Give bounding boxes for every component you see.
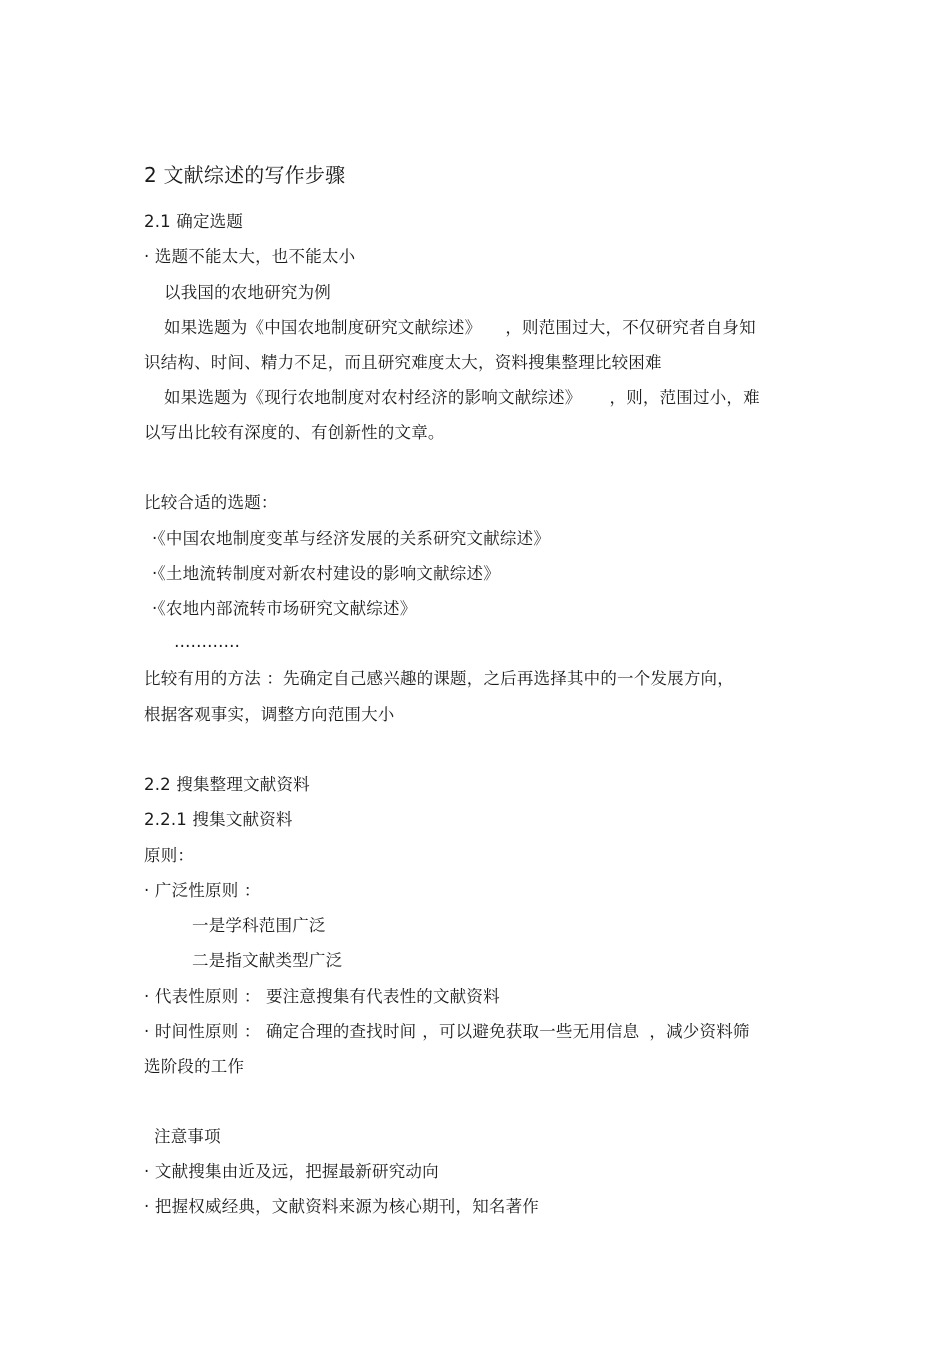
example-1-line-2: 识结构、时间、精力不足，而且研究难度太大，资料搜集整理比较困难 (144, 353, 662, 372)
principle-breadth-b: 二是指文献类型广泛 (192, 951, 343, 970)
example-2-text-a: 如果选题为《现行农地制度对农村经济的影响文献综述》 (164, 388, 582, 407)
method-line-1: 比较有用的方法 ：先确定自己感兴趣的课题，之后再选择其中的一个发展方向， (144, 669, 734, 688)
example-2-line-2: 以写出比较有深度的、有创新性的文章。 (144, 423, 445, 442)
principle-representative: · 代表性原则 ： 要注意搜集有代表性的文献资料 (144, 987, 500, 1006)
example-1-text-b: ，则范围过大，不仅研究者自身知 (505, 318, 756, 337)
principles-label: 原则： (144, 846, 195, 865)
example-1-text-a: 如果选题为《中国农地制度研究文献综述》 (164, 318, 482, 337)
principle-timeliness-text-c: ，减少资料筛 (649, 1022, 750, 1041)
principle-timeliness-line-1 (144, 1021, 750, 1043)
example-2-line-1 (164, 387, 760, 409)
ellipsis: ………… (174, 632, 240, 651)
bullet-topic-size: · 选题不能太大，也不能太小 (144, 247, 356, 266)
suitable-topic-item: ·《中国农地制度变革与经济发展的关系研究文献综述》 (152, 529, 550, 548)
note-item: · 把握权威经典，文献资料来源为核心期刊，知名著作 (144, 1197, 539, 1216)
principle-timeliness-text-b: ，可以避免获取一些无用信息 (422, 1022, 640, 1041)
example-1-line-1 (164, 317, 756, 339)
principle-breadth: · 广泛性原则 ： (144, 881, 261, 900)
subsection-title-2-2-1: 2.2.1 搜集文献资料 (144, 810, 293, 829)
notes-title: 注意事项 (154, 1127, 221, 1146)
principle-breadth-a: 一是学科范围广泛 (192, 916, 326, 935)
method-line-2: 根据客观事实，调整方向范围大小 (144, 705, 395, 724)
suitable-topic-item: ·《土地流转制度对新农村建设的影响文献综述》 (152, 564, 500, 583)
example-intro: 以我国的农地研究为例 (164, 283, 331, 302)
suitable-topic-item: ·《农地内部流转市场研究文献综述》 (152, 599, 417, 618)
example-2-text-b: ，则，范围过小，难 (609, 388, 760, 407)
subsection-title-2-2: 2.2 搜集整理文献资料 (144, 775, 310, 794)
suitable-topics-title: 比较合适的选题： (144, 493, 278, 512)
principle-timeliness-text-a: · 时间性原则 ： 确定合理的查找时间 (144, 1022, 417, 1041)
principle-timeliness-line-2: 选阶段的工作 (144, 1057, 245, 1076)
subsection-title-2-1: 2.1 确定选题 (144, 212, 244, 231)
section-heading: 2 文献综述的写作步骤 (144, 163, 346, 187)
note-item: · 文献搜集由近及远，把握最新研究动向 (144, 1162, 439, 1181)
